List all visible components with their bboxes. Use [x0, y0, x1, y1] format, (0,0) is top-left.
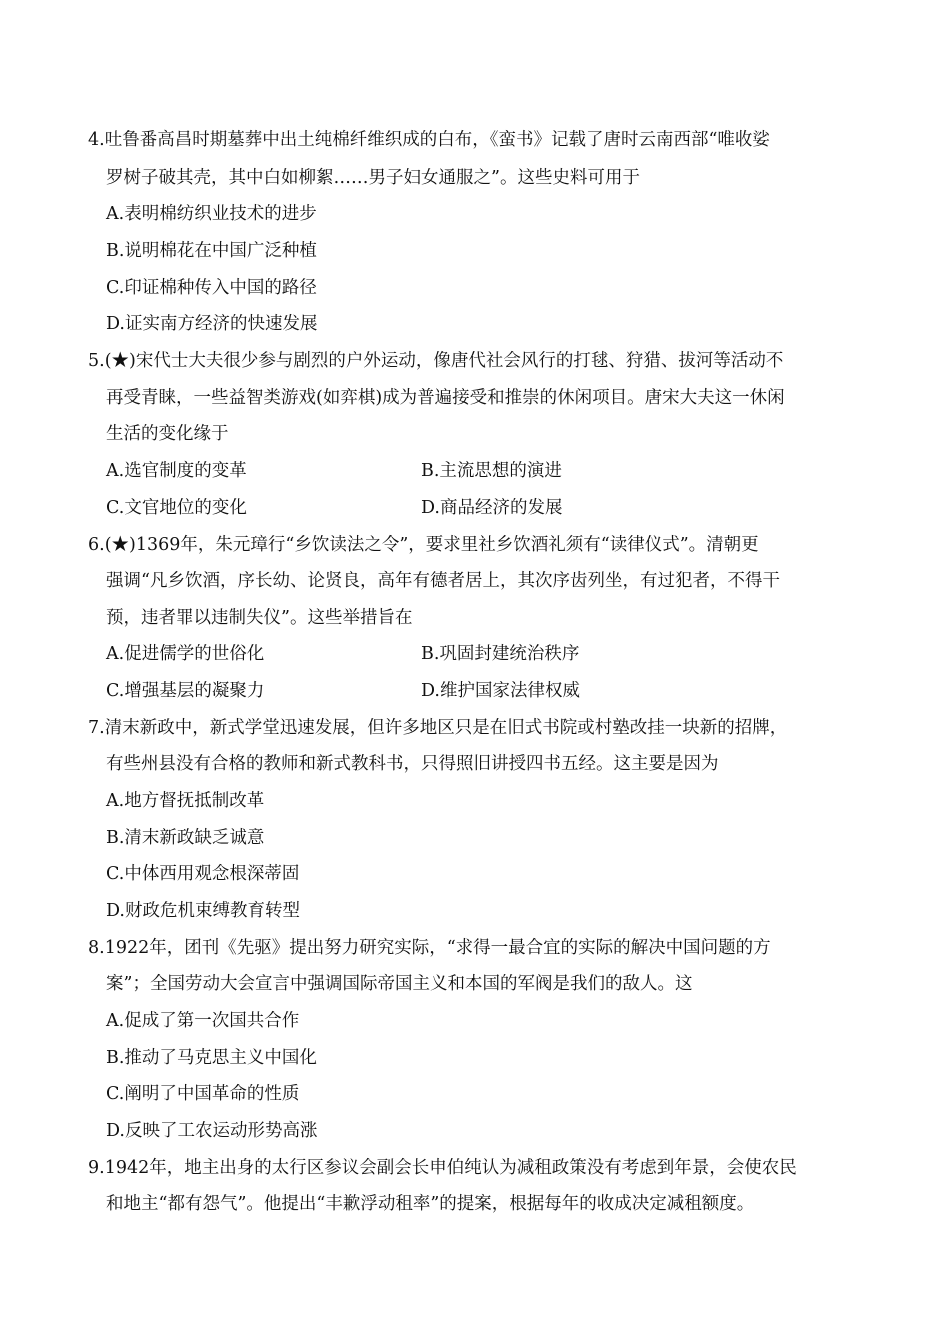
- q4-stem-text-1: 吐鲁番高昌时期墓葬中出土纯棉纤维织成的白布，《蛮书》记载了唐时云南西部“唯收娑: [104, 130, 770, 150]
- q4-stem-line-1: [88, 128, 770, 152]
- q7-option-a: A.地方督抚抵制改革: [106, 791, 265, 811]
- q8-option-b: B.推动了马克思主义中国化: [106, 1048, 317, 1068]
- q4-option-c: C.印证棉种传入中国的路径: [106, 278, 317, 298]
- q7-stem-line-2: 有些州县没有合格的教师和新式教科书，只得照旧讲授四书五经。这主要是因为: [106, 754, 719, 774]
- q5-option-b: B.主流思想的演进: [421, 461, 562, 481]
- q9-number: 9.: [88, 1158, 105, 1178]
- q6-stem-line-3: 预，违者罪以违制失仪”。这些举措旨在: [106, 608, 413, 628]
- q7-option-d: D.财政危机束缚教育转型: [106, 901, 300, 921]
- q7-number: 7.: [88, 718, 105, 738]
- q7-stem-line-1: [88, 716, 787, 740]
- q8-option-d: D.反映了工农运动形势高涨: [106, 1121, 318, 1141]
- q5-stem-text-1: (★)宋代士大夫很少参与剧烈的户外运动，像唐代社会风行的打毬、狩猎、拔河等活动不: [104, 351, 784, 371]
- q8-stem-line-2: 案”；全国劳动大会宣言中强调国际帝国主义和本国的军阀是我们的敌人。这: [106, 974, 693, 994]
- q4-option-b: B.说明棉花在中国广泛种植: [106, 241, 317, 261]
- q9-stem-line-2: 和地主“都有怨气”。他提出“丰歉浮动租率”的提案，根据每年的收成决定减租额度。: [106, 1194, 755, 1214]
- q8-number: 8.: [88, 938, 105, 958]
- q7-option-b: B.清末新政缺乏诚意: [106, 828, 265, 848]
- q6-stem-line-2: 强调“凡乡饮酒，序长幼、论贤良，高年有德者居上，其次序齿列坐，有过犯者，不得干: [106, 571, 780, 591]
- q7-stem-text-1: 清末新政中，新式学堂迅速发展，但许多地区只是在旧式书院或村塾改挂一块新的招牌，: [104, 718, 788, 738]
- q6-stem-line-1: [88, 533, 759, 557]
- q8-option-a: A.促成了第一次国共合作: [106, 1011, 300, 1031]
- q6-stem-text-1: (★)1369年，朱元璋行“乡饮读法之令”，要求里社乡饮酒礼须有“读律仪式”。清朝更: [104, 535, 759, 555]
- q5-stem-line-1: [88, 349, 783, 373]
- q5-number: 5.: [88, 351, 105, 371]
- q4-stem-line-2: 罗树子破其壳，其中白如柳絮……男子妇女通服之”。这些史料可用于: [106, 168, 640, 188]
- q8-option-c: C.阐明了中国革命的性质: [106, 1084, 300, 1104]
- q6-number: 6.: [88, 535, 105, 555]
- q6-option-b: B.巩固封建统治秩序: [421, 644, 580, 664]
- q8-stem-text-1: 1922年，团刊《先驱》提出努力研究实际，“求得一最合宜的实际的解决中国问题的方: [104, 938, 771, 958]
- q6-option-c: C.增强基层的凝聚力: [106, 681, 265, 701]
- q5-stem-line-2: 再受青睐，一些益智类游戏(如弈棋)成为普遍接受和推崇的休闲项目。唐宋大夫这一休闲: [106, 388, 785, 408]
- q5-option-d: D.商品经济的发展: [421, 498, 563, 518]
- q4-option-d: D.证实南方经济的快速发展: [106, 314, 318, 334]
- q9-stem-line-1: [88, 1156, 797, 1180]
- q4-option-a: A.表明棉纺织业技术的进步: [106, 204, 317, 224]
- q7-option-c: C.中体西用观念根深蒂固: [106, 864, 300, 884]
- q9-stem-text-1: 1942年，地主出身的太行区参议会副会长申伯纯认为减租政策没有考虑到年景，会使农民: [104, 1158, 797, 1178]
- q8-stem-line-1: [88, 936, 771, 960]
- q6-option-a: A.促进儒学的世俗化: [106, 644, 265, 664]
- q5-option-a: A.选官制度的变革: [106, 461, 247, 481]
- q6-option-d: D.维护国家法律权威: [421, 681, 580, 701]
- q5-option-c: C.文官地位的变化: [106, 498, 247, 518]
- q4-number: 4.: [88, 130, 105, 150]
- q5-stem-line-3: 生活的变化缘于: [106, 424, 229, 444]
